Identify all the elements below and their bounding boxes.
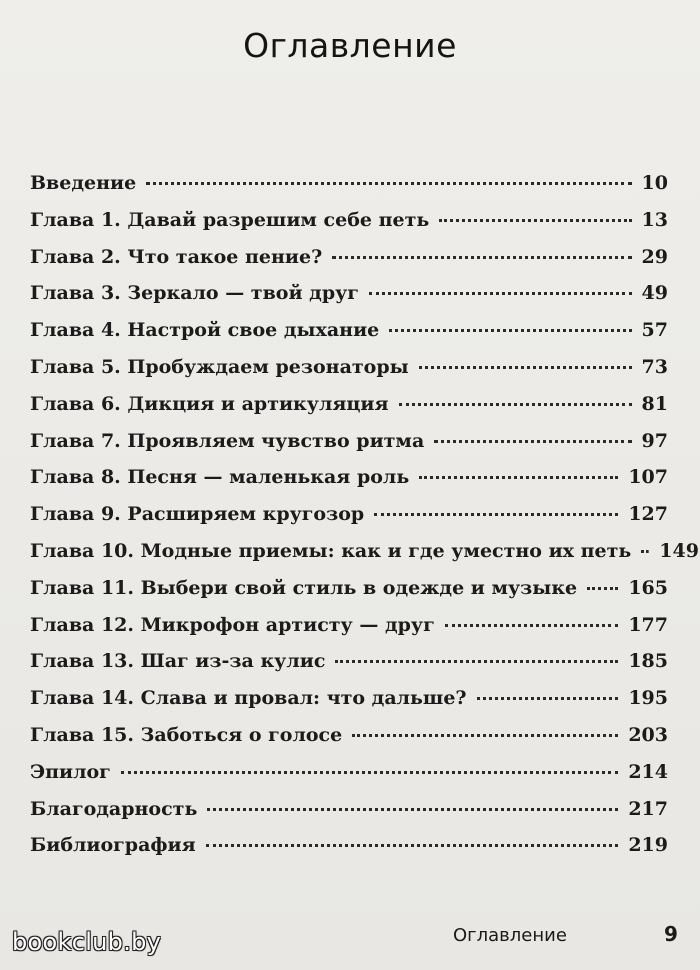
toc-entry-title: Глава 5. Пробуждаем резонаторы <box>30 355 409 378</box>
toc-entry-page: 203 <box>628 723 668 746</box>
toc-entry <box>30 496 668 533</box>
toc-entry <box>30 607 668 644</box>
toc-entry-title: Введение <box>30 172 137 194</box>
toc-entry-title: Глава 12. Микрофон артисту — друг <box>30 613 435 636</box>
toc-entry <box>30 239 668 276</box>
toc-entry-page: 81 <box>641 392 668 415</box>
toc-entry-title: Глава 9. Расширяем кругозор <box>30 503 365 526</box>
page-number: 9 <box>664 922 678 946</box>
toc-entry <box>30 386 668 423</box>
toc-entry-title: Глава 7. Проявляем чувство ритма <box>30 429 425 452</box>
toc-entry-page: 29 <box>641 245 668 268</box>
dot-leader <box>419 366 632 369</box>
dot-leader <box>374 513 618 516</box>
site-watermark: bookclub.by <box>12 928 162 956</box>
toc-entry <box>30 791 668 828</box>
dot-leader <box>419 476 618 479</box>
toc-entry-title: Библиография <box>30 834 196 857</box>
toc-entry-title: Глава 2. Что такое пение? <box>30 245 323 268</box>
toc-entry-page: 127 <box>628 503 668 526</box>
toc-entry <box>30 349 668 386</box>
toc-entry-page: 165 <box>628 576 668 599</box>
toc-entry-title: Благодарность <box>30 797 198 820</box>
toc-entry <box>30 643 668 680</box>
toc-entry-page: 10 <box>641 172 668 194</box>
toc-entry-page: 149 <box>659 539 699 562</box>
table-of-contents <box>30 165 699 864</box>
dot-leader <box>352 734 618 737</box>
toc-entry-title: Глава 15. Заботься о голосе <box>30 723 343 746</box>
dot-leader <box>434 440 631 443</box>
dot-leader <box>146 182 631 185</box>
dot-leader <box>445 624 619 627</box>
toc-entry-title: Глава 4. Настрой свое дыхание <box>30 319 380 342</box>
dot-leader <box>207 808 618 811</box>
dot-leader <box>641 550 649 553</box>
toc-entry-page: 57 <box>641 319 668 342</box>
toc-entry-title: Глава 13. Шаг из-за кулис <box>30 650 326 673</box>
dot-leader <box>335 660 618 663</box>
toc-entry-title: Глава 8. Песня — маленькая роль <box>30 466 410 489</box>
toc-entry <box>30 423 668 460</box>
toc-entry <box>30 459 668 496</box>
toc-entry-page: 219 <box>628 834 668 857</box>
dot-leader <box>206 844 619 847</box>
toc-entry-page: 177 <box>628 613 668 636</box>
toc-entry-title: Глава 11. Выбери свой стиль в одежде и музыке <box>30 576 578 599</box>
toc-entry-page: 217 <box>628 797 668 820</box>
toc-entry-page: 49 <box>641 282 668 305</box>
page-title: Оглавление <box>243 26 457 65</box>
toc-entry-page: 107 <box>628 466 668 489</box>
dot-leader <box>332 256 631 259</box>
toc-entry <box>30 202 668 239</box>
dot-leader <box>477 697 619 700</box>
toc-entry-page: 185 <box>628 650 668 673</box>
dot-leader <box>121 771 619 774</box>
dot-leader <box>369 292 632 295</box>
toc-entry <box>30 827 668 864</box>
toc-entry-page: 97 <box>641 429 668 452</box>
toc-entry-title: Глава 1. Давай разрешим себе петь <box>30 208 430 231</box>
dot-leader <box>587 587 618 590</box>
toc-entry <box>30 680 668 717</box>
toc-entry-page: 214 <box>628 760 668 783</box>
running-footer-title: Оглавление <box>453 925 567 946</box>
toc-entry-title: Глава 6. Дикция и артикуляция <box>30 392 389 415</box>
toc-entry-title: Эпилог <box>30 760 111 783</box>
toc-entry <box>30 312 668 349</box>
toc-entry-title: Глава 14. Слава и провал: что дальше? <box>30 687 467 710</box>
dot-leader <box>389 329 631 332</box>
toc-entry <box>30 570 668 607</box>
toc-entry-page: 13 <box>641 208 668 231</box>
dot-leader <box>399 403 632 406</box>
toc-entry <box>30 165 668 202</box>
toc-entry-title: Глава 3. Зеркало — твой друг <box>30 282 359 305</box>
toc-entry <box>30 717 668 754</box>
toc-entry <box>30 275 668 312</box>
toc-entry-title: Глава 10. Модные приемы: как и где уместно их петь <box>30 539 632 562</box>
toc-entry-page: 73 <box>641 355 668 378</box>
toc-entry-page: 195 <box>628 687 668 710</box>
toc-entry <box>30 533 699 570</box>
toc-entry <box>30 754 668 791</box>
dot-leader <box>439 219 631 222</box>
